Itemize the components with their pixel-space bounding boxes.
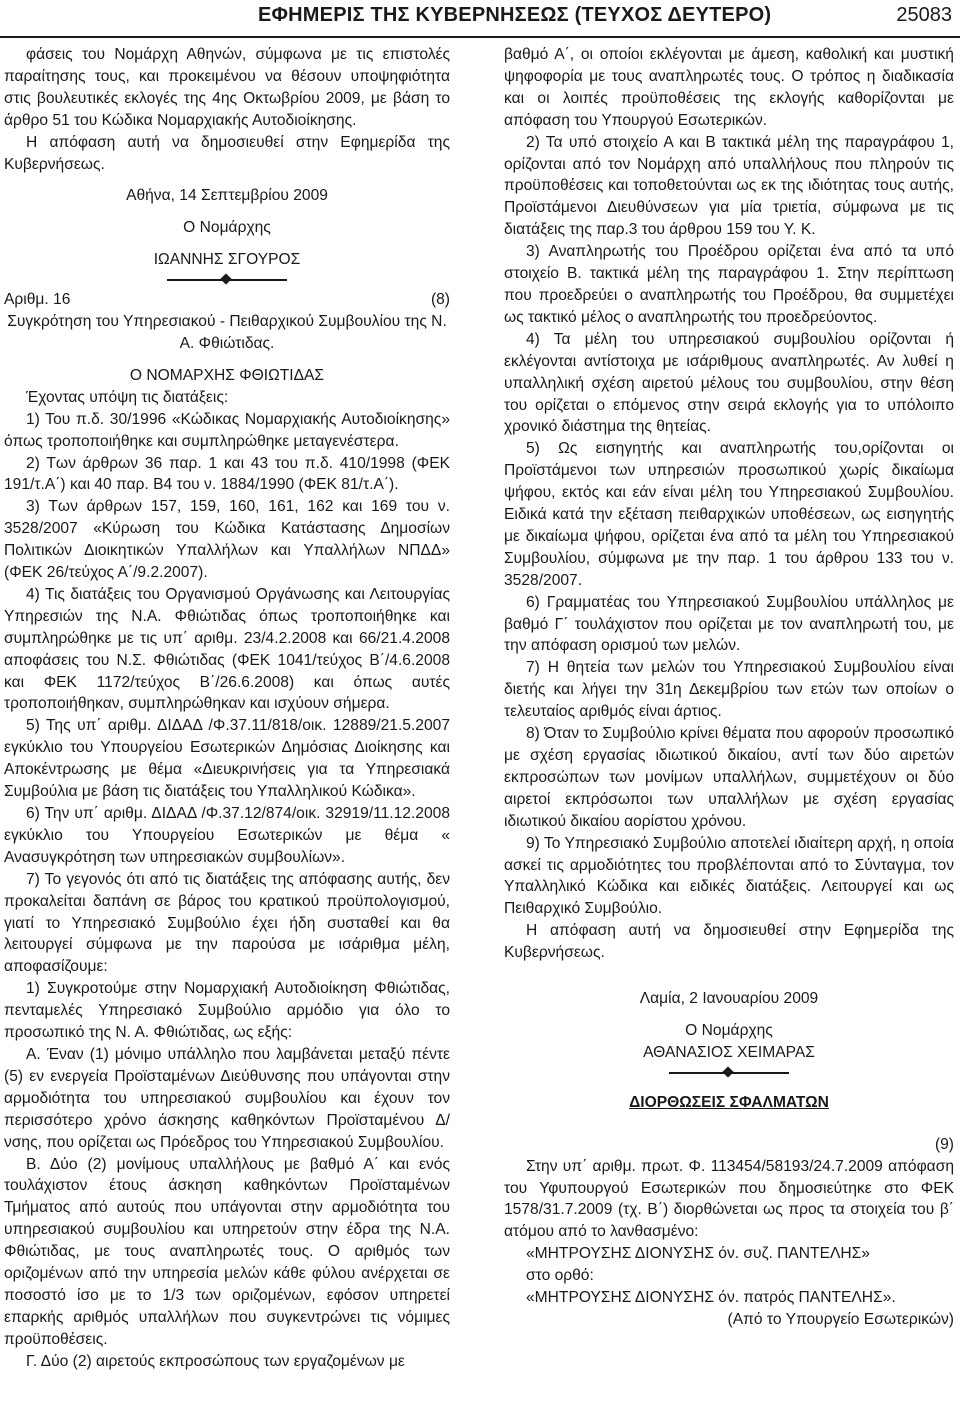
decision-number: Αριθμ. 16 xyxy=(4,291,71,309)
decision-clause-c: Γ. Δύο (2) αιρετούς εκπροσώπους των εργαζομένων με xyxy=(26,1352,405,1370)
signature-role: Ο Νομάρχης xyxy=(183,219,271,237)
provision-6: 6) Την υπ΄ αριθμ. ΔΙΔΑΔ /Φ.37.12/874/οικ. 32919/11.12.2008 εγκύκλιο του Υπουργείου Εσωτερικών με θέμα « Ανασυγκρότηση των υπηρεσιακών συμβουλίων». xyxy=(4,805,450,866)
provision-3: 3) Των άρθρων 157, 159, 160, 161, 162 και 169 του ν. 3528/2007 «Κύρωση του Κώδικα Κατάστασης Δημοσίων Πολιτικών Διοικητικών Υπαλλήλων και Υπαλλήλων ΝΠΔΔ» (ΦΕΚ 26/τεύχος Α΄/9.2.2007). xyxy=(4,498,450,582)
decision-clause-1: 1) Συγκροτούμε στην Νομαρχιακή Αυτοδιοίκηση Φθιώτιδας, πενταμελές Υπηρεσιακό Συμβούλιο αρμόδιο για όλο το προσωπικό της Ν. Α. Φθιώτιδας, ως εξής: xyxy=(4,980,450,1042)
errata-heading: ΔΙΟΡΘΩΣΕΙΣ ΣΦΑΛΜΑΤΩΝ xyxy=(629,1093,829,1111)
right-column xyxy=(504,44,954,1331)
decision-number-row xyxy=(4,289,450,311)
provision-2: 2) Των άρθρων 36 παρ. 1 και 43 του π.δ. 410/1998 (ΦΕΚ 191/τ.Α΄) και 40 παρ. Β4 του ν. 1884/1990 (ΦΕΚ 81/τ.Α΄). xyxy=(4,454,450,494)
clause-7: 7) Η θητεία των μελών του Υπηρεσιακού Συμβουλίου είναι διετής και λήγει την 31η Δεκεμβρίου των ετών των οποίων ο τελευταίος αριθμός είναι άρτιος. xyxy=(504,659,954,721)
clause-6: 6) Γραμματέας του Υπηρεσιακού Συμβουλίου υπάλληλος με βαθμό Γ΄ τουλάχιστον που ορίζεται με τον αναπληρωτή του, με την απόφαση ορισμού των μελών. xyxy=(504,593,954,655)
errata-text: Στην υπ΄ αριθμ. πρωτ. Φ. 113454/58193/24.7.2009 απόφαση του Υφυπουργού Εσωτερικών που δημοσιεύτηκε στο ΦΕΚ 1578/31.7.2009 (τχ. Β΄) διορθώνεται ως προς τα στοιχεία του β΄ ατόμου από το λανθασμένο: xyxy=(504,1157,954,1241)
errata-reference: (9) xyxy=(934,1135,954,1153)
provision-4: 4) Τις διατάξεις του Οργανισμού Οργάνωσης και Λειτουργίας Υπηρεσιών της Ν.Α. Φθιώτιδας όπως τροποποιήθηκε και συμπληρώθηκε με τις υπ΄ αριθμ. 23/4.2.2008 και 66/21.4.2008 αποφάσεις του Ν.Σ. Φθιώτιδας (ΦΕΚ 1041/τεύχος Β΄/4.6.2008 και ΦΕΚ 1172/τεύχος Β΄/26.6.2008) και όπως αυτές τροποποιήθηκαν, συμπληρώθηκαν και ισχύουν σήμερα. xyxy=(4,585,450,713)
decision-clause-b: Β. Δύο (2) μονίμους υπαλλήλους με βαθμό Α΄ και ενός τουλάχιστον έτους άσκηση καθηκόντων Προϊσταμένων Τμήματος από αυτούς που υπάγονται στην αρμοδιότητα του υπηρεσιακού συμβουλίου και υπηρετούν στην έδρα της Ν.Α. Φθιώτιδας, με τους αναπληρωτές τους. Ο αριθμός των οριζομένων από την υπηρεσία μελών κάθε φύλου ανέρχεται σε ποσοστό ίσο με το 1/3 των οριζομένων, εφόσον υπηρετεί επαρκής αριθμός υπαλλήλων που συγκεντρώνει τις νόμιμες προϋποθέσεις. xyxy=(4,1155,450,1348)
page-number: 25083 xyxy=(896,4,952,26)
clause-2: 2) Τα υπό στοιχείο Α και Β τακτικά μέλη της παραγράφου 1, ορίζονται από τον Νομάρχη από υπαλλήλους που πληρούν τις προϋποθέσεις και τοποθετούνται ως εκ της ιδιότητας τους αυτής, Προϊστάμενοι Διευθύνσεων για μία τριετία, σύμφωνα με τις διατάξεις της παρ.3 του άρθρου 159 του Υ. Κ. xyxy=(504,133,954,239)
separator-ornament xyxy=(504,1067,954,1079)
errata-wrong-entry: «ΜΗΤΡΟΥΣΗΣ ΔΙΟΝΥΣΗΣ όν. συζ. ΠΑΝΤΕΛΗΣ» xyxy=(526,1245,870,1263)
errata-source: (Από το Υπουργείο Εσωτερικών) xyxy=(727,1310,954,1328)
clause-3: 3) Αναπληρωτής του Προέδρου ορίζεται ένα από τα υπό στοιχείο Β. τακτικά μέλη της παραγράφου 1. Στην περίπτωση που προεδρεύει ο αναπληρωτής του Προέδρου, θα συμμετέχει ως τακτικό μέλος ο αναπληρωτής του προεδρεύοντος. xyxy=(504,243,954,326)
page-header xyxy=(0,0,960,38)
clause-8: 8) Όταν το Συμβούλιο κρίνει θέματα που αφορούν προσωπικό με σχέση εργασίας ιδιωτικού δικαίου, αντί των δύο αιρετών εκπροσώπων των μονίμων υπαλλήλων, συμμετέχουν οι δύο αιρετοί εκπρόσωποι των υπαλλήλων με σχέση εργασίας ιδιωτικού δικαίου αορίστου χρόνου. xyxy=(504,725,954,830)
left-column xyxy=(4,44,450,1373)
clause-4: 4) Τα μέλη του υπηρεσιακού συμβουλίου ορίζονται ή εκλέγονται αντίστοιχα με ισάριθμους αναπληρωτές. Αν λυθεί η υπαλληλική σχέση αιρετού μέλους του συμβουλίου, στην θέση του ορίζεται ο επόμενος στην σειρά εκλογής για το υπόλοιπο χρονικό διάστημα της θητείας. xyxy=(504,330,954,436)
provision-5: 5) Της υπ΄ αριθμ. ΔΙΔΑΔ /Φ.37.11/818/οικ. 12889/21.5.2007 εγκύκλιο του Υπουργείου Εσωτερικών Δημόσιας Διοίκησης και Αποκέντρωσης με θέμα «Διευκρινήσεις για τα Υπηρεσιακά Συμβούλια με βάση τις διατάξεις του Υπαλληλικού Κώδικα». xyxy=(4,717,450,801)
decision-clause-a: Α. Έναν (1) μόνιμο υπάλληλο που λαμβάνεται μεταξύ πέντε (5) εν ενεργεία Προϊσταμένων Διεύθυνσης που υπάγονται στην αρμοδιότητα του υπηρεσιακού συμβουλίου και έχουν τον περισσότερο χρόνο άσκησης καθηκόντων Προϊσταμένου Δ/νσης, που ορίζεται ως Πρόεδρος του Υπηρεσιακού Συμβουλίου. xyxy=(4,1045,450,1151)
signature-name: ΙΩΑΝΝΗΣ ΣΓΟΥΡΟΣ xyxy=(153,251,301,269)
provision-1: 1) Του π.δ. 30/1996 «Κώδικας Νομαρχιακής Αυτοδιοίκησης» όπως τροποποιήθηκε και συμπληρώθηκε μεταγενέστερα. xyxy=(4,410,450,450)
errata-correct-entry: «ΜΗΤΡΟΥΣΗΣ ΔΙΟΝΥΣΗΣ όν. πατρός ΠΑΝΤΕΛΗΣ». xyxy=(526,1289,896,1307)
signature-role: Ο Νομάρχης xyxy=(685,1021,773,1039)
signature-place-date: Λαμία, 2 Ιανουαρίου 2009 xyxy=(639,990,819,1008)
continuation-paragraph: βαθμό Α΄, οι οποίοι εκλέγονται με άμεση, καθολική και μυστική ψηφοφορία με τους αναπληρωτές τους. Ο τρόπος η διαδικασία και οι λοιπές προϋποθέσεις της εκλογής καθορίζονται με απόφαση του Υπουργού Εσωτερικών. xyxy=(504,46,954,129)
provision-7: 7) Το γεγονός ότι από τις διατάξεις της απόφασης αυτής, δεν προκαλείται δαπάνη σε βάρος του κρατικού προϋπολογισμού, γιατί το Υπηρεσιακό Συμβούλιο έχει ήδη συσταθεί και θα λειτουργεί σύμφωνα με την παρούσα με ισάριθμα μέλη, αποφασίζουμε: xyxy=(4,870,450,976)
signature-name: ΑΘΑΝΑΣΙΟΣ ΧΕΙΜΑΡΑΣ xyxy=(643,1043,815,1061)
decision-title: Συγκρότηση του Υπηρεσιακού - Πειθαρχικού Συμβουλίου της Ν. Α. Φθιώτιδας. xyxy=(7,313,447,352)
publish-note: Η απόφαση αυτή να δημοσιευθεί στην Εφημερίδα της Κυβερνήσεως. xyxy=(504,922,954,962)
publish-note: Η απόφαση αυτή να δημοσιευθεί στην Εφημερίδα της Κυβερνήσεως. xyxy=(4,133,450,173)
gazette-title: ΕΦΗΜΕΡΙΣ ΤΗΣ ΚΥΒΕΡΝΗΣΕΩΣ (ΤΕΥΧΟΣ ΔΕΥΤΕΡΟ) xyxy=(258,4,772,26)
clause-9: 9) Το Υπηρεσιακό Συμβούλιο αποτελεί ιδιαίτερη αρχή, η οποία ασκεί τις αρμοδιότητες του προβλέπονται από το Σύνταγμα, τον Υπαλληλικό Κώδικα και ειδικές διατάξεις. Λειτουργεί και ως Πειθαρχικό Συμβούλιο. xyxy=(504,834,954,918)
clause-5: 5) Ως εισηγητής και αναπληρωτής του,ορίζονται οι Προϊστάμενοι των υπηρεσιών προσωπικού χωρίς δικαίωμα ψήφου, εκτός και εάν είναι μέλη του Υπηρεσιακού Συμβουλίου. Ειδικά κατά την εξέταση πειθαρχικών υποθέσεων, ως εισηγητής με δικαίωμα ψήφου, ορίζεται ένα από τα μέλη του Υπηρεσιακού Συμβουλίου, σύμφωνα με την παρ. 1 του άρθρου 133 του ν. 3528/2007. xyxy=(504,440,954,589)
errata-correct-label: στο ορθό: xyxy=(526,1267,594,1285)
signature-place-date: Αθήνα, 14 Σεπτεμβρίου 2009 xyxy=(126,187,328,205)
issuing-authority: Ο ΝΟΜΑΡΧΗΣ ΦΘΙΩΤΙΔΑΣ xyxy=(129,366,325,384)
considering-heading: Έχοντας υπόψη τις διατάξεις: xyxy=(26,388,229,406)
decision-reference: (8) xyxy=(430,291,450,309)
intro-paragraph: φάσεις του Νομάρχη Αθηνών, σύμφωνα με τις επιστολές παραίτησης τους, και προκειμένου να θέσουν υποψηφιότητα στις βουλευτικές εκλογές της 4ης Οκτωβρίου 2009, με βάση το άρθρο 51 του Κώδικα Νομαρχιακής Αυτοδιοίκησης. xyxy=(4,46,450,129)
separator-ornament xyxy=(4,274,450,286)
